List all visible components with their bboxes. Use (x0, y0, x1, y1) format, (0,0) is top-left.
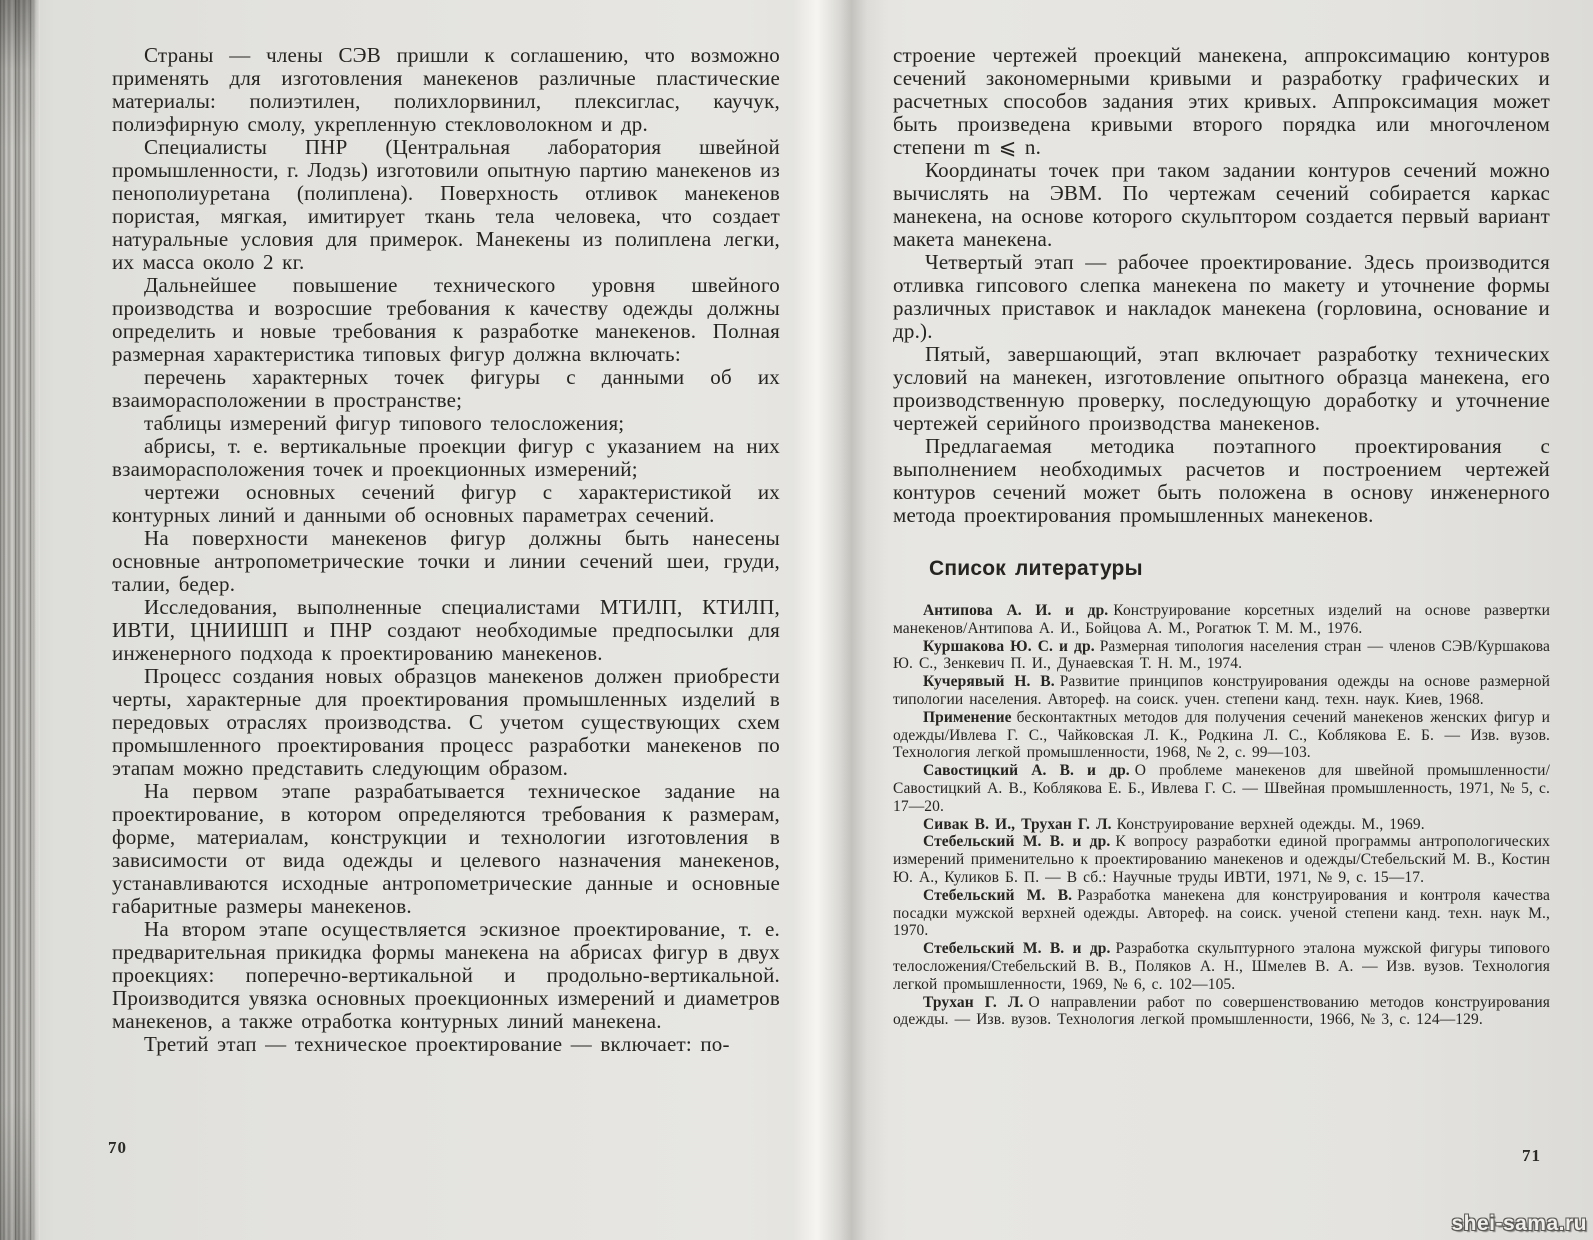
reference-entry (893, 673, 1550, 709)
paragraph: Четвертый этап — рабочее проектирование. Здесь производится отливка гипсового слепка манекена по макету и уточнение формы различных приставок и накладок манекена (горловина, основание и др.). (893, 250, 1550, 343)
page-number-right: 71 (1522, 1146, 1541, 1165)
paragraph: На втором этапе осуществляется эскизное проектирование, т. е. предварительная прикидка формы манекена на абрисах фигур в двух проекциях: поперечно-вертикальной и продольно-вертикальной. Производится увязка основных проекционных измерений и диаметров манекенов, а также отработка контурных линий манекена. (112, 917, 780, 1033)
reference-entry (893, 994, 1550, 1030)
page-number-left: 70 (108, 1138, 127, 1157)
reference-entry (893, 940, 1550, 993)
reference-text: Конструирование корсетных изделий на основе развертки манекенов/Антипова А. И., Бойцова А. М., Рогатюк Т. М. М., 1976. (893, 602, 1550, 637)
paragraph: Третий этап — техническое проектирование — включает: по- (144, 1032, 730, 1056)
reference-entry (893, 602, 1550, 638)
reference-text: Развитие принципов конструирования одежды на основе размерной типологии населения. Автореф. на соиск. учен. степени канд. техн. наук. Киев, 1968. (893, 673, 1550, 708)
reference-text: О направлении работ по совершенствованию методов конструирования одежды. — Изв. вузов. Технология легкой промышленности, 1966, № 3, с. 124—129. (893, 993, 1550, 1029)
paragraph: Процесс создания новых образцов манекенов должен приобрести черты, характерные для проектирования промышленных изделий в передовых отраслях производства. С учетом существующих схем промышленного проектирования процесс разработки манекенов по этапам можно представить следующим образом. (112, 664, 780, 780)
reference-text: О проблеме манекенов для швейной промышленности/Савостицкий А. В., Коблякова Е. Б., Ивлева Г. С. — Швейная промышленность, 1971, № 5, с. 17—20. (893, 762, 1550, 815)
reference-lead: Стебельский М. В. (923, 886, 1073, 904)
paragraph: Пятый, завершающий, этап включает разработку технических условий на манекен, изготовление опытного образца манекена, его производственную проверку, последующую доработку и уточнение чертежей серийного производства манекенов. (893, 342, 1550, 435)
reference-entry (893, 833, 1550, 886)
reference-entry (893, 709, 1550, 762)
reference-text: бесконтактных методов для получения сечений манекенов женских фигур и одежды/Ивлева Г. С., Чайковская Л. К., Родкина Л. С., Коблякова Е. Б. — Изв. вузов. Технология легкой промышленности, 1968, № 2, с. 99—103. (893, 708, 1550, 762)
paragraph: Координаты точек при таком задании контуров сечений можно вычислять на ЭВМ. По чертежам сечений собирается каркас манекена, на основе которого скульптором создается первый вариант макета манекена. (893, 158, 1550, 251)
paragraph: Дальнейшее повышение технического уровня швейного производства и возросшие требования к качеству одежды должны определить и новые требования к разработке манекенов. Полная размерная характеристика типовых фигур должна включать: (112, 273, 780, 366)
reference-lead: Стебельский М. В. и др. (923, 940, 1111, 958)
reference-lead: Антипова А. И. и др. (923, 602, 1109, 619)
reference-lead: Применение (923, 708, 1012, 726)
book-page-edges (0, 0, 40, 1240)
reference-text: К вопросу разработки единой программы антропологических измерений применительно к проектированию манекенов и одежды/Стебельский М. В., Костин Ю. А., Куликов Б. П. — В сб.: Научные труды ИВТИ, 1971, № 9, с. 15—17. (893, 833, 1550, 886)
page-gutter-shadow (792, 0, 888, 1240)
reference-lead: Савостицкий А. В. и др. (923, 762, 1130, 780)
reference-lead: Кучерявый Н. В. (923, 673, 1055, 691)
paragraph: перечень характерных точек фигуры с данными об их взаиморасположении в пространстве; (112, 365, 780, 412)
right-page-paragraphs (893, 44, 1550, 527)
reference-entry (893, 887, 1550, 940)
paragraph: таблицы измерений фигур типового телосложения; (144, 411, 625, 435)
paragraph: Исследования, выполненные специалистами МТИЛП, КТИЛП, ИВТИ, ЦНИИШП и ПНР создают необходимые предпосылки для инженерного подхода к проектированию манекенов. (112, 595, 780, 665)
paragraph: Страны — члены СЭВ пришли к соглашению, что возможно применять для изготовления манекенов различные пластические материалы: полиэтилен, полихлорвинил, плексиглас, каучук, полиэфирную смолу, укрепленную стекловолокном и др. (112, 43, 780, 136)
reference-lead: Трухан Г. Л. (923, 993, 1024, 1011)
bibliography-heading: Список литературы (929, 557, 1143, 580)
reference-lead: Сивак В. И., Трухан Г. Л. (923, 815, 1112, 833)
paragraph: На первом этапе разрабатывается техническое задание на проектирование, в котором определяются требования к размерам, форме, материалам, конструкции и технологии изготовления в зависимости от вида одежды и целевого назначения манекенов, устанавливаются исходные антропометрические данные и основные габаритные размеры манекенов. (112, 779, 780, 918)
reference-text: Разработка скульптурного эталона мужской фигуры типового телосложения/Стебельский В. В., Поляков А. Н., Шмелев В. А. — Изв. вузов. Технология легкой промышленности, 1969, № 6, с. 102—105. (893, 940, 1550, 993)
site-watermark: shei-sama.ru (1451, 1212, 1587, 1235)
paragraph: На поверхности манекенов фигур должны быть нанесены основные антропометрические точки и линии сечений шеи, груди, талии, бедер. (112, 526, 780, 596)
reference-lead: Куршакова Ю. С. и др. (923, 637, 1095, 655)
paragraph: чертежи основных сечений фигур с характеристикой их контурных линий и данными об основных параметрах сечений. (112, 480, 780, 527)
paragraph: абрисы, т. е. вертикальные проекции фигур с указанием на них взаиморасположения точек и проекционных измерений; (112, 434, 780, 481)
reference-text: Разработка манекена для конструирования и контроля качества посадки мужской верхней одежды. Автореф. на соиск. ученой степени канд. техн. наук М., 1970. (893, 886, 1550, 940)
reference-lead: Стебельский М. В. и др. (923, 833, 1111, 851)
paragraph: Специалисты ПНР (Центральная лаборатория швейной промышленности, г. Лодзь) изготовили опытную партию манекенов из пенополиуретана (полиплена). Поверхность отливок манекенов пористая, мягкая, имитирует ткань тела человека, что создает натуральные условия для примерок. Манекены из полиплена легки, их масса около 2 кг. (112, 135, 780, 274)
paragraph: Предлагаемая методика поэтапного проектирования с выполнением необходимых расчетов и построением чертежей контуров сечений может быть положена в основу инженерного метода проектирования промышленных манекенов. (893, 434, 1550, 527)
reference-text: Конструирование верхней одежды. М., 1969. (1116, 815, 1425, 833)
bibliography-entries (893, 602, 1550, 1029)
reference-entry (893, 816, 1550, 834)
left-page-text-column (112, 44, 780, 1056)
reference-entry (893, 638, 1550, 674)
right-page-text-column (893, 44, 1550, 1029)
paragraph: строение чертежей проекций манекена, аппроксимацию контуров сечений закономерными кривыми и разработку графических и расчетных способов задания этих кривых. Аппроксимация может быть произведена кривыми второго порядка или многочленом степени m ⩽ n. (893, 43, 1550, 159)
reference-text: Размерная типология населения стран — членов СЭВ/Куршакова Ю. С., Зенкевич П. И., Дунаевская Т. Н. М., 1974. (893, 637, 1550, 673)
reference-entry (893, 762, 1550, 815)
